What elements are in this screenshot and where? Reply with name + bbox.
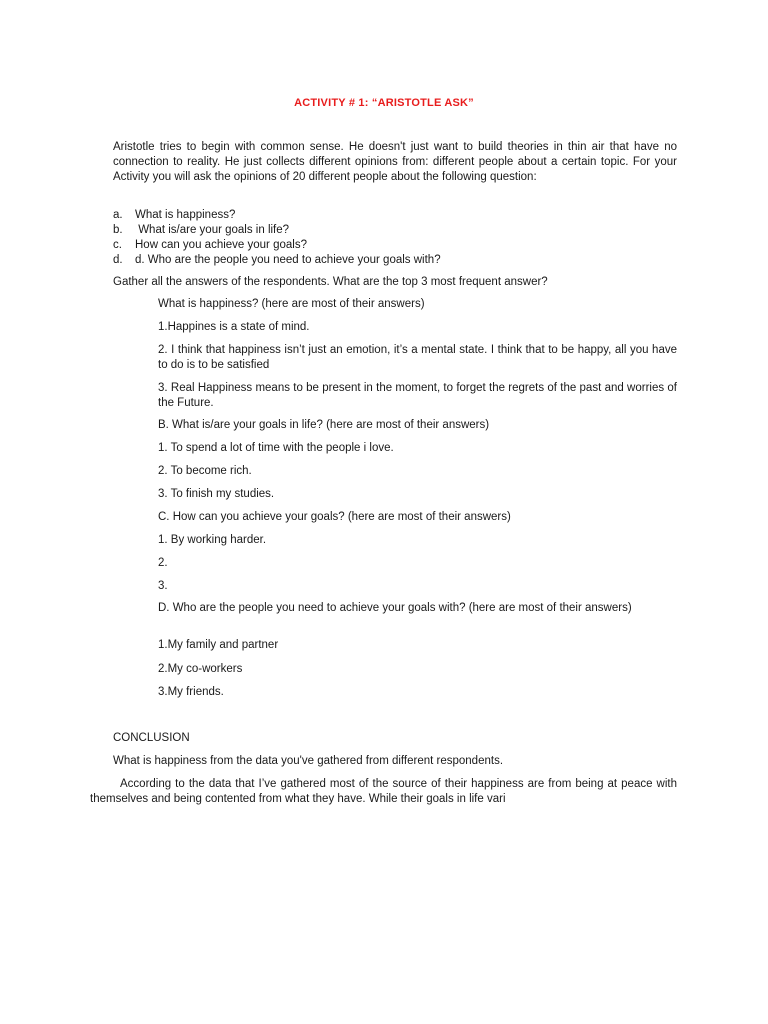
answer-line: 2.My co-workers	[158, 663, 243, 675]
list-marker: b.	[113, 224, 123, 236]
answer-line: 3. Real Happiness means to be present in the moment, to forget the regrets of the past and worries of the Future.	[158, 382, 677, 409]
answer-line: 3. To finish my studies.	[158, 488, 275, 500]
answer-line: C. How can you achieve your goals? (here are most of their answers)	[158, 511, 511, 523]
conclusion-heading: CONCLUSION	[113, 732, 190, 744]
conclusion-question: What is happiness from the data you've gathered from different respondents.	[113, 755, 504, 767]
answer-line: B. What is/are your goals in life? (here are most of their answers)	[158, 419, 490, 431]
intro-paragraph: Aristotle tries to begin with common sense. He doesn't just want to build theories in thin air that have no connection to reality. He just collects different opinions from: different people about a certain topic. For your Activity you will ask the opinions of 20 different people about the following question:	[113, 141, 677, 183]
conclusion-paragraph: According to the data that I’ve gathered most of the source of their happiness are from being at peace with themselves and being contented from what they have. While their goals in life vari	[90, 778, 677, 805]
answer-line: 1.My family and partner	[158, 639, 279, 651]
list-item	[113, 238, 677, 253]
activity-title: ACTIVITY # 1: “ARISTOTLE ASK”	[294, 97, 474, 109]
list-item-text: What is/are your goals in life?	[135, 224, 290, 236]
answer-line: 3.My friends.	[158, 686, 224, 698]
answer-line: 1.Happines is a state of mind.	[158, 321, 310, 333]
list-marker: d.	[113, 254, 123, 266]
list-item	[113, 253, 677, 268]
gather-instruction: Gather all the answers of the respondents. What are the top 3 most frequent answer?	[113, 276, 548, 288]
answer-line: What is happiness? (here are most of their answers)	[158, 298, 425, 310]
list-item-text: d. Who are the people you need to achieve your goals with?	[135, 254, 441, 266]
answer-line: 2.	[158, 557, 168, 569]
answer-line: 1. To spend a lot of time with the people i love.	[158, 442, 394, 454]
list-item-text: What is happiness?	[135, 209, 236, 221]
list-item	[113, 208, 677, 223]
list-marker: c.	[113, 239, 122, 251]
answer-line: D. Who are the people you need to achieve your goals with? (here are most of their answers)	[158, 602, 632, 614]
list-item-text: How can you achieve your goals?	[135, 239, 307, 251]
answer-line: 2. I think that happiness isn’t just an emotion, it’s a mental state. I think that to be happy, all you have to do is to be satisfied	[158, 344, 677, 371]
answer-line: 3.	[158, 580, 168, 592]
list-marker: a.	[113, 209, 123, 221]
question-list	[113, 208, 677, 268]
list-item	[113, 223, 677, 238]
answer-line: 1. By working harder.	[158, 534, 267, 546]
answer-line: 2. To become rich.	[158, 465, 252, 477]
